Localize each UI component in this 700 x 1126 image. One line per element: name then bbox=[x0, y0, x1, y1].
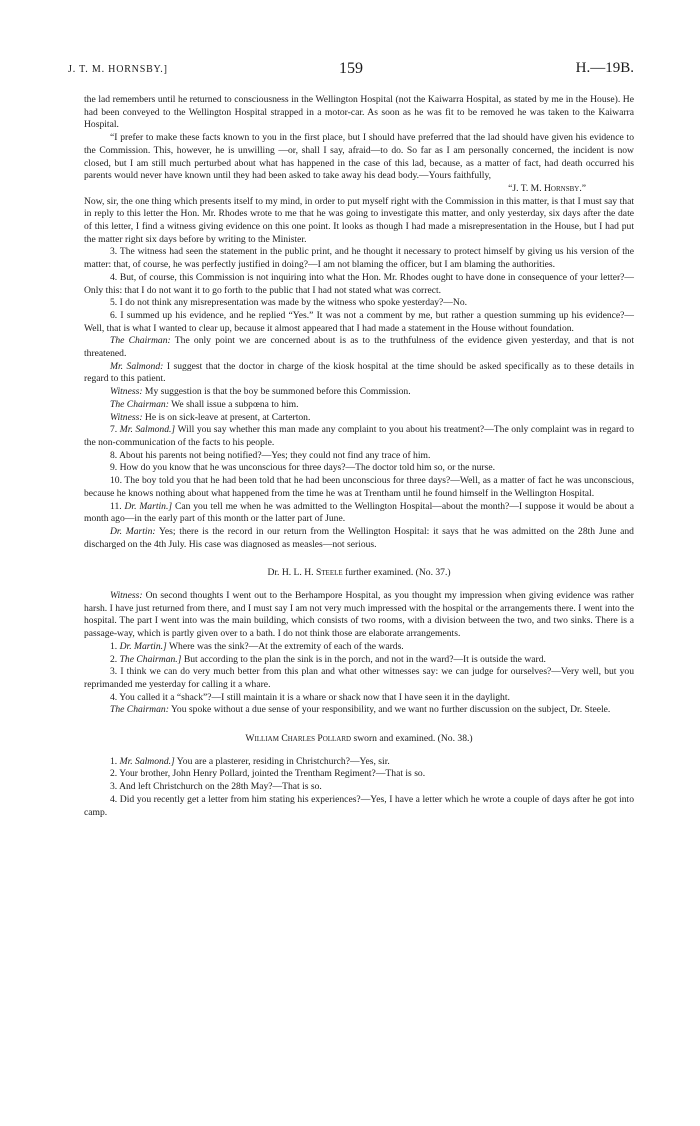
speaker-label: Witness: bbox=[110, 386, 143, 398]
paragraph: Witness: On second thoughts I went out to the Berhampore Hospital, as you thought my impression when giving evidence was rather harsh. I have just returned from there, and I must say I am not very much impressed with the hospital or the arrangements there. I went into the hospital. The part I went into was the main building, which consists of two rooms, with a division between the two, and two sinks. There is a passage-way, which is partly given over to a bath. I do not think those are elaborate arrangements. bbox=[84, 590, 634, 640]
document-body bbox=[84, 94, 634, 819]
header-left: J. T. M. HORNSBY.] bbox=[68, 64, 168, 75]
paragraph: 6. I summed up his evidence, and he replied “Yes.” It was not a comment by me, but rather a question summing up his evidence?—Well, that is what I wanted to clear up, because it almost appeared that I had made a statement in the House without foundation. bbox=[84, 309, 634, 334]
paragraph: 2. The Chairman.] But according to the plan the sink is in the porch, and not in the ward?—It is outside the ward. bbox=[110, 653, 546, 665]
paragraph: 1. Dr. Martin.] Where was the sink?—At the extremity of each of the wards. bbox=[110, 640, 404, 652]
paragraph: the lad remembers until he returned to consciousness in the Wellington Hospital (not the Kaiwarra Hospital, as stated by me in the House). He had been conveyed to the Wellington Hospital strapped in a motor-car. As soon as he was fit to be removed he was taken to the Kaiwarra Hospital. bbox=[84, 94, 634, 131]
paragraph: 3. And left Christchurch on the 28th May?—That is so. bbox=[110, 781, 322, 793]
paragraph: 5. I do not think any misrepresentation was made by the witness who spoke yesterday?—No. bbox=[110, 297, 468, 309]
speaker-label: Witness: bbox=[110, 411, 143, 423]
section-heading: William Charles Pollard sworn and examined. (No. 38.) bbox=[245, 733, 473, 745]
paragraph: 11. Dr. Martin.] Can you tell me when he was admitted to the Wellington Hospital—about the month?—I suppose it would be about a month ago—in the early part of this month or the latter part of June. bbox=[84, 500, 634, 525]
paragraph: Witness: He is on sick-leave at present, at Carterton. bbox=[110, 411, 311, 423]
paragraph: Mr. Salmond: I suggest that the doctor in charge of the kiosk hospital at the time should be asked specifically as to these details in regard to this patient. bbox=[84, 360, 634, 385]
speaker-label: The Chairman: bbox=[110, 398, 169, 410]
paragraph: 4. You called it a “shack”?—I still maintain it is a whare or shack now that I have seen it in the daylight. bbox=[110, 691, 510, 703]
speaker-label: The Chairman: bbox=[110, 335, 171, 347]
paragraph: Now, sir, the one thing which presents itself to my mind, in order to put myself right with the Commission in this matter, is that I must say that in reply to this letter the Hon. Mr. Rhodes wrote to me that he was going to investigate this matter, and only yesterday, six days after the date of this letter, I find a witness giving evidence on this one point. It looks as though I had made a misrepresentation in the House, but I had put the matter right six days before by writing to the Minister. bbox=[84, 195, 634, 245]
page-number: 159 bbox=[339, 60, 363, 77]
speaker-label: The Chairman: bbox=[110, 704, 169, 716]
section-heading: Dr. H. L. H. Steele further examined. (No. 37.) bbox=[267, 567, 451, 579]
speaker-label: Dr. Martin: bbox=[110, 525, 156, 537]
page-header bbox=[68, 60, 634, 84]
speaker-label: Witness: bbox=[110, 590, 143, 602]
paragraph: Dr. Martin: Yes; there is the record in our return from the Wellington Hospital: it says that he was admitted on the 28th June and discharged on the 4th July. His case was diagnosed as measles—not serious. bbox=[84, 525, 634, 550]
speaker-label: The Chairman.] bbox=[119, 653, 182, 665]
paragraph: The Chairman: You spoke without a due sense of your responsibility, and we want no further discussion on the subject, Dr. Steele. bbox=[110, 704, 611, 716]
speaker-label: Dr. Martin.] bbox=[119, 640, 167, 652]
signature: “J. T. M. Hornsby.” bbox=[508, 182, 586, 194]
paragraph: “I prefer to make these facts known to you in the first place, but I should have preferred that the lad should have given his evidence to the Commission. This, however, he is unwilling —or, shall I say, afraid—to do. So far as I am personally concerned, the incident is now closed, but I am still much perturbed about what has happened in the case of this lad, because, as a matter of fact, had death occurred his parents would never have known until they had been asked to take away his dead body.—Yours faithfully, bbox=[84, 132, 634, 182]
paragraph: 8. About his parents not being notified?—Yes; they could not find any trace of him. bbox=[110, 449, 431, 461]
paragraph: 3. The witness had seen the statement in the public print, and he thought it necessary to protect himself by giving us his version of the matter: that, of course, he was perfectly justified in doing?—I am not blaming the officer, but I am blaming the authorities. bbox=[84, 246, 634, 271]
paragraph: 4. But, of course, this Commission is not inquiring into what the Hon. Mr. Rhodes ought to have done in consequence of your letter?—Only this: that I do not want it to go forth to the public that I had not stated what was correct. bbox=[84, 271, 634, 296]
speaker-label: Mr. Salmond: bbox=[110, 360, 164, 372]
speaker-label: Mr. Salmond.] bbox=[119, 755, 175, 767]
paragraph: 9. How do you know that he was unconscious for three days?—The doctor told him so, or the nurse. bbox=[110, 462, 496, 474]
paragraph: Witness: My suggestion is that the boy be summoned before this Commission. bbox=[110, 386, 411, 398]
paragraph: The Chairman: The only point we are concerned about is as to the truthfulness of the evidence given yesterday, and that is not threatened. bbox=[84, 335, 634, 360]
paragraph: 2. Your brother, John Henry Pollard, jointed the Trentham Regiment?—That is so. bbox=[110, 768, 426, 780]
paragraph: 3. I think we can do very much better from this plan and what other witnesses say: we can judge for ourselves?—Very well, but you reprimanded me yesterday for calling it a whare. bbox=[84, 666, 634, 690]
paragraph: 10. The boy told you that he had been told that he had been unconscious for three days?—Well, as a matter of fact he was unconscious, because he knows nothing about what happened from the time he was at Trentham until he found himself in the Wellington Hospital. bbox=[84, 475, 634, 499]
speaker-label: Mr. Salmond.] bbox=[119, 424, 176, 436]
speaker-label: Dr. Martin.] bbox=[124, 500, 173, 512]
paragraph: 7. Mr. Salmond.] Will you say whether this man made any complaint to you about his treatment?—The only complaint was in regard to the non-communication of the facts to his people. bbox=[84, 424, 634, 448]
paragraph: The Chairman: We shall issue a subpœna to him. bbox=[110, 398, 299, 410]
paragraph: 1. Mr. Salmond.] You are a plasterer, residing in Christchurch?—Yes, sir. bbox=[110, 755, 390, 767]
document-reference: H.—19B. bbox=[575, 60, 634, 76]
paragraph: 4. Did you recently get a letter from him stating his experiences?—Yes, I have a letter which he wrote a couple of days after he got into camp. bbox=[84, 793, 634, 818]
